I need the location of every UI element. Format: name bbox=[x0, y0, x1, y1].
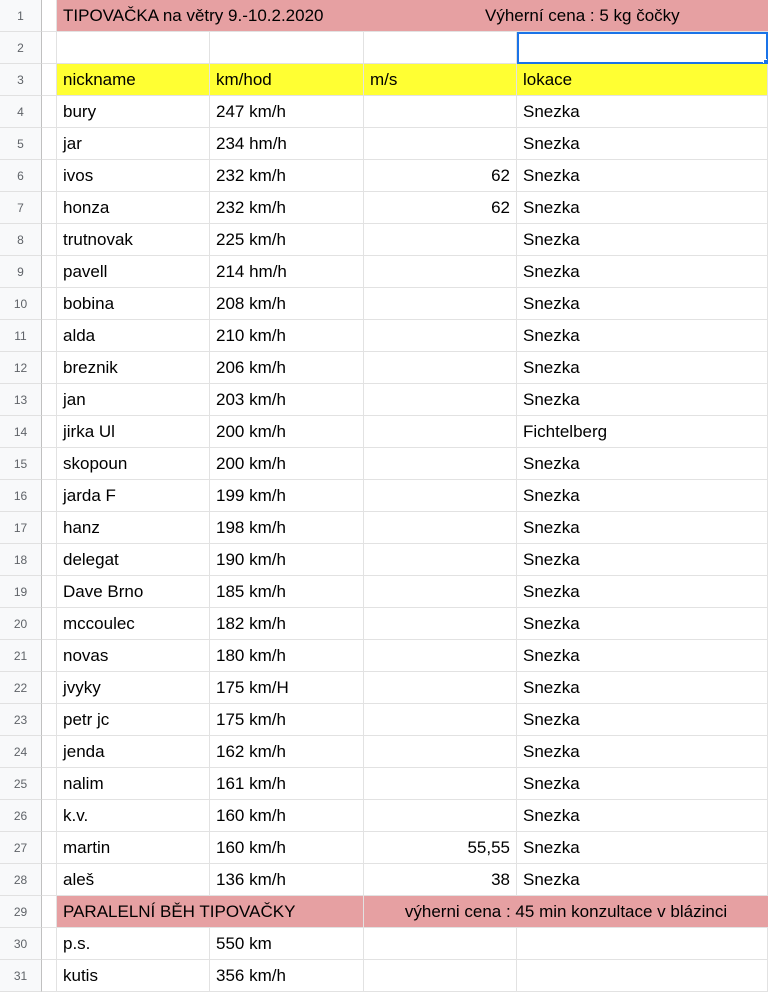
speed-kmh-cell[interactable]: 203 km/h bbox=[210, 384, 364, 416]
speed-ms-cell[interactable] bbox=[364, 96, 517, 128]
nickname-cell[interactable]: breznik bbox=[57, 352, 210, 384]
speed-kmh-cell[interactable]: 206 km/h bbox=[210, 352, 364, 384]
speed-kmh-cell[interactable]: 214 hm/h bbox=[210, 256, 364, 288]
nickname-cell[interactable]: hanz bbox=[57, 512, 210, 544]
row-header[interactable]: 19 bbox=[0, 576, 42, 608]
spacer-cell bbox=[42, 832, 57, 864]
row-header[interactable]: 28 bbox=[0, 864, 42, 896]
location-cell[interactable]: Snezka bbox=[517, 352, 768, 384]
location-cell[interactable]: Snezka bbox=[517, 864, 768, 896]
location-cell[interactable]: Snezka bbox=[517, 192, 768, 224]
row-header[interactable]: 22 bbox=[0, 672, 42, 704]
selected-cell[interactable] bbox=[517, 32, 768, 64]
row-header[interactable]: 31 bbox=[0, 960, 42, 992]
speed-ms-cell[interactable] bbox=[364, 576, 517, 608]
spacer-cell bbox=[42, 32, 57, 64]
speed-kmh-cell[interactable]: 208 km/h bbox=[210, 288, 364, 320]
location-cell[interactable]: Snezka bbox=[517, 512, 768, 544]
column-header-kmh[interactable]: km/hod bbox=[210, 64, 364, 96]
empty-cell[interactable] bbox=[210, 32, 364, 64]
spacer-cell bbox=[42, 416, 57, 448]
spacer-cell bbox=[42, 192, 57, 224]
spacer-cell bbox=[42, 800, 57, 832]
speed-ms-cell[interactable] bbox=[364, 480, 517, 512]
spacer-cell bbox=[42, 320, 57, 352]
spacer-cell bbox=[42, 704, 57, 736]
nickname-cell[interactable]: bury bbox=[57, 96, 210, 128]
spacer-cell bbox=[42, 512, 57, 544]
row-header[interactable]: 7 bbox=[0, 192, 42, 224]
spacer-cell bbox=[42, 928, 57, 960]
empty-cell[interactable] bbox=[364, 928, 517, 960]
row-header[interactable]: 30 bbox=[0, 928, 42, 960]
location-cell[interactable]: Snezka bbox=[517, 832, 768, 864]
location-cell[interactable]: Fichtelberg bbox=[517, 416, 768, 448]
speed-kmh-cell[interactable]: 356 km/h bbox=[210, 960, 364, 992]
empty-cell[interactable] bbox=[517, 960, 768, 992]
speed-kmh-cell[interactable]: 175 km/H bbox=[210, 672, 364, 704]
spacer-cell bbox=[42, 640, 57, 672]
speed-ms-cell[interactable] bbox=[364, 704, 517, 736]
speed-kmh-cell[interactable]: 182 km/h bbox=[210, 608, 364, 640]
speed-ms-cell[interactable] bbox=[364, 224, 517, 256]
spacer-cell bbox=[42, 256, 57, 288]
location-cell[interactable]: Snezka bbox=[517, 288, 768, 320]
nickname-cell[interactable]: petr jc bbox=[57, 704, 210, 736]
speed-ms-cell[interactable] bbox=[364, 416, 517, 448]
spacer-cell bbox=[42, 288, 57, 320]
spacer-cell bbox=[42, 128, 57, 160]
empty-cell[interactable] bbox=[364, 960, 517, 992]
speed-ms-cell[interactable]: 62 bbox=[364, 192, 517, 224]
nickname-cell[interactable]: trutnovak bbox=[57, 224, 210, 256]
nickname-cell[interactable]: jenda bbox=[57, 736, 210, 768]
speed-ms-cell[interactable] bbox=[364, 608, 517, 640]
speed-ms-cell[interactable]: 55,55 bbox=[364, 832, 517, 864]
prize-cell[interactable] bbox=[485, 0, 768, 32]
location-cell[interactable]: Snezka bbox=[517, 608, 768, 640]
row-header[interactable]: 4 bbox=[0, 96, 42, 128]
speed-ms-cell[interactable] bbox=[364, 320, 517, 352]
speed-kmh-cell[interactable]: 199 km/h bbox=[210, 480, 364, 512]
spacer-cell bbox=[42, 384, 57, 416]
spacer-cell bbox=[42, 352, 57, 384]
row-header[interactable]: 21 bbox=[0, 640, 42, 672]
location-cell[interactable]: Snezka bbox=[517, 640, 768, 672]
nickname-cell[interactable]: novas bbox=[57, 640, 210, 672]
spacer-cell bbox=[42, 672, 57, 704]
nickname-cell[interactable]: mccoulec bbox=[57, 608, 210, 640]
nickname-cell[interactable]: jan bbox=[57, 384, 210, 416]
prize-text: Výherní cena : 5 kg čočky bbox=[485, 5, 680, 25]
row-header[interactable]: 24 bbox=[0, 736, 42, 768]
spacer-cell bbox=[42, 896, 57, 928]
speed-ms-cell[interactable] bbox=[364, 288, 517, 320]
nickname-cell[interactable]: jar bbox=[57, 128, 210, 160]
location-cell[interactable]: Snezka bbox=[517, 448, 768, 480]
row-header[interactable]: 14 bbox=[0, 416, 42, 448]
location-cell[interactable]: Snezka bbox=[517, 128, 768, 160]
nickname-cell[interactable]: p.s. bbox=[57, 928, 210, 960]
row-header[interactable]: 26 bbox=[0, 800, 42, 832]
speed-kmh-cell[interactable]: 232 km/h bbox=[210, 192, 364, 224]
row-header[interactable]: 3 bbox=[0, 64, 42, 96]
row-header[interactable]: 2 bbox=[0, 32, 42, 64]
spacer-cell bbox=[42, 64, 57, 96]
spacer-cell bbox=[42, 960, 57, 992]
nickname-cell[interactable]: honza bbox=[57, 192, 210, 224]
row-header[interactable]: 18 bbox=[0, 544, 42, 576]
speed-kmh-cell[interactable]: 180 km/h bbox=[210, 640, 364, 672]
parallel-title-cell[interactable]: PARALELNÍ BĚH TIPOVAČKY bbox=[57, 896, 364, 928]
speed-kmh-cell[interactable]: 136 km/h bbox=[210, 864, 364, 896]
spacer-cell bbox=[42, 544, 57, 576]
row-header[interactable]: 12 bbox=[0, 352, 42, 384]
row-header[interactable]: 23 bbox=[0, 704, 42, 736]
speed-ms-cell[interactable] bbox=[364, 256, 517, 288]
empty-cell[interactable] bbox=[364, 32, 517, 64]
row-header[interactable]: 16 bbox=[0, 480, 42, 512]
location-cell[interactable]: Snezka bbox=[517, 800, 768, 832]
location-cell[interactable]: Snezka bbox=[517, 480, 768, 512]
speed-ms-cell[interactable] bbox=[364, 128, 517, 160]
spacer-cell bbox=[42, 0, 57, 32]
row-header[interactable]: 5 bbox=[0, 128, 42, 160]
nickname-cell[interactable]: jvyky bbox=[57, 672, 210, 704]
location-cell[interactable]: Snezka bbox=[517, 224, 768, 256]
spacer-cell bbox=[42, 224, 57, 256]
nickname-cell[interactable]: jirka Ul bbox=[57, 416, 210, 448]
location-cell[interactable]: Snezka bbox=[517, 320, 768, 352]
spacer-cell bbox=[42, 576, 57, 608]
speed-kmh-cell[interactable]: 225 km/h bbox=[210, 224, 364, 256]
speed-kmh-cell[interactable]: 210 km/h bbox=[210, 320, 364, 352]
spacer-cell bbox=[42, 608, 57, 640]
row-header[interactable]: 25 bbox=[0, 768, 42, 800]
spacer-cell bbox=[42, 160, 57, 192]
nickname-cell[interactable]: alda bbox=[57, 320, 210, 352]
row-header[interactable]: 27 bbox=[0, 832, 42, 864]
parallel-prize-cell[interactable]: výherni cena : 45 min konzultace v blázinci bbox=[364, 896, 768, 928]
row-header[interactable]: 9 bbox=[0, 256, 42, 288]
column-header-nickname[interactable]: nickname bbox=[57, 64, 210, 96]
nickname-cell[interactable]: Dave Brno bbox=[57, 576, 210, 608]
speed-kmh-cell[interactable]: 198 km/h bbox=[210, 512, 364, 544]
spacer-cell bbox=[42, 448, 57, 480]
speed-kmh-cell[interactable]: 200 km/h bbox=[210, 416, 364, 448]
speed-ms-cell[interactable] bbox=[364, 640, 517, 672]
nickname-cell[interactable]: kutis bbox=[57, 960, 210, 992]
nickname-cell[interactable]: martin bbox=[57, 832, 210, 864]
spacer-cell bbox=[42, 736, 57, 768]
spacer-cell bbox=[42, 96, 57, 128]
location-cell[interactable]: Snezka bbox=[517, 704, 768, 736]
row-header[interactable]: 11 bbox=[0, 320, 42, 352]
speed-ms-cell[interactable] bbox=[364, 736, 517, 768]
speed-ms-cell[interactable] bbox=[364, 512, 517, 544]
speed-kmh-cell[interactable]: 161 km/h bbox=[210, 768, 364, 800]
speed-ms-cell[interactable]: 38 bbox=[364, 864, 517, 896]
row-header[interactable]: 6 bbox=[0, 160, 42, 192]
location-cell[interactable]: Snezka bbox=[517, 736, 768, 768]
location-cell[interactable]: Snezka bbox=[517, 96, 768, 128]
speed-kmh-cell[interactable]: 162 km/h bbox=[210, 736, 364, 768]
speed-kmh-cell[interactable]: 160 km/h bbox=[210, 800, 364, 832]
speed-ms-cell[interactable] bbox=[364, 448, 517, 480]
nickname-cell[interactable]: skopoun bbox=[57, 448, 210, 480]
nickname-cell[interactable]: bobina bbox=[57, 288, 210, 320]
location-cell[interactable]: Snezka bbox=[517, 256, 768, 288]
nickname-cell[interactable]: aleš bbox=[57, 864, 210, 896]
spacer-cell bbox=[42, 864, 57, 896]
location-cell[interactable]: Snezka bbox=[517, 544, 768, 576]
location-cell[interactable]: Snezka bbox=[517, 384, 768, 416]
location-cell[interactable]: Snezka bbox=[517, 160, 768, 192]
row-header[interactable]: 8 bbox=[0, 224, 42, 256]
speed-kmh-cell[interactable]: 247 km/h bbox=[210, 96, 364, 128]
row-header[interactable]: 15 bbox=[0, 448, 42, 480]
nickname-cell[interactable]: nalim bbox=[57, 768, 210, 800]
speed-ms-cell[interactable] bbox=[364, 384, 517, 416]
speed-kmh-cell[interactable]: 232 km/h bbox=[210, 160, 364, 192]
nickname-cell[interactable]: ivos bbox=[57, 160, 210, 192]
row-header[interactable]: 10 bbox=[0, 288, 42, 320]
speed-ms-cell[interactable] bbox=[364, 768, 517, 800]
speed-kmh-cell[interactable]: 190 km/h bbox=[210, 544, 364, 576]
empty-cell[interactable] bbox=[57, 32, 210, 64]
row-header[interactable]: 29 bbox=[0, 896, 42, 928]
speed-kmh-cell[interactable]: 185 km/h bbox=[210, 576, 364, 608]
speed-ms-cell[interactable] bbox=[364, 352, 517, 384]
speed-kmh-cell[interactable]: 550 km bbox=[210, 928, 364, 960]
nickname-cell[interactable]: jarda F bbox=[57, 480, 210, 512]
spacer-cell bbox=[42, 768, 57, 800]
speed-kmh-cell[interactable]: 160 km/h bbox=[210, 832, 364, 864]
nickname-cell[interactable]: delegat bbox=[57, 544, 210, 576]
row-header[interactable]: 20 bbox=[0, 608, 42, 640]
speed-ms-cell[interactable]: 62 bbox=[364, 160, 517, 192]
location-cell[interactable]: Snezka bbox=[517, 768, 768, 800]
spacer-cell bbox=[42, 480, 57, 512]
speed-kmh-cell[interactable]: 175 km/h bbox=[210, 704, 364, 736]
sheet-title-cell[interactable]: TIPOVAČKA na větry 9.-10.2.2020 bbox=[57, 0, 517, 32]
column-header-lokace[interactable]: lokace bbox=[517, 64, 768, 96]
column-header-ms[interactable]: m/s bbox=[364, 64, 517, 96]
location-cell[interactable]: Snezka bbox=[517, 576, 768, 608]
row-header[interactable]: 1 bbox=[0, 0, 42, 32]
location-cell[interactable]: Snezka bbox=[517, 672, 768, 704]
empty-cell[interactable] bbox=[517, 928, 768, 960]
speed-ms-cell[interactable] bbox=[364, 672, 517, 704]
nickname-cell[interactable]: k.v. bbox=[57, 800, 210, 832]
row-header[interactable]: 17 bbox=[0, 512, 42, 544]
speed-kmh-cell[interactable]: 200 km/h bbox=[210, 448, 364, 480]
row-header[interactable]: 13 bbox=[0, 384, 42, 416]
speed-ms-cell[interactable] bbox=[364, 800, 517, 832]
nickname-cell[interactable]: pavell bbox=[57, 256, 210, 288]
speed-ms-cell[interactable] bbox=[364, 544, 517, 576]
speed-kmh-cell[interactable]: 234 hm/h bbox=[210, 128, 364, 160]
